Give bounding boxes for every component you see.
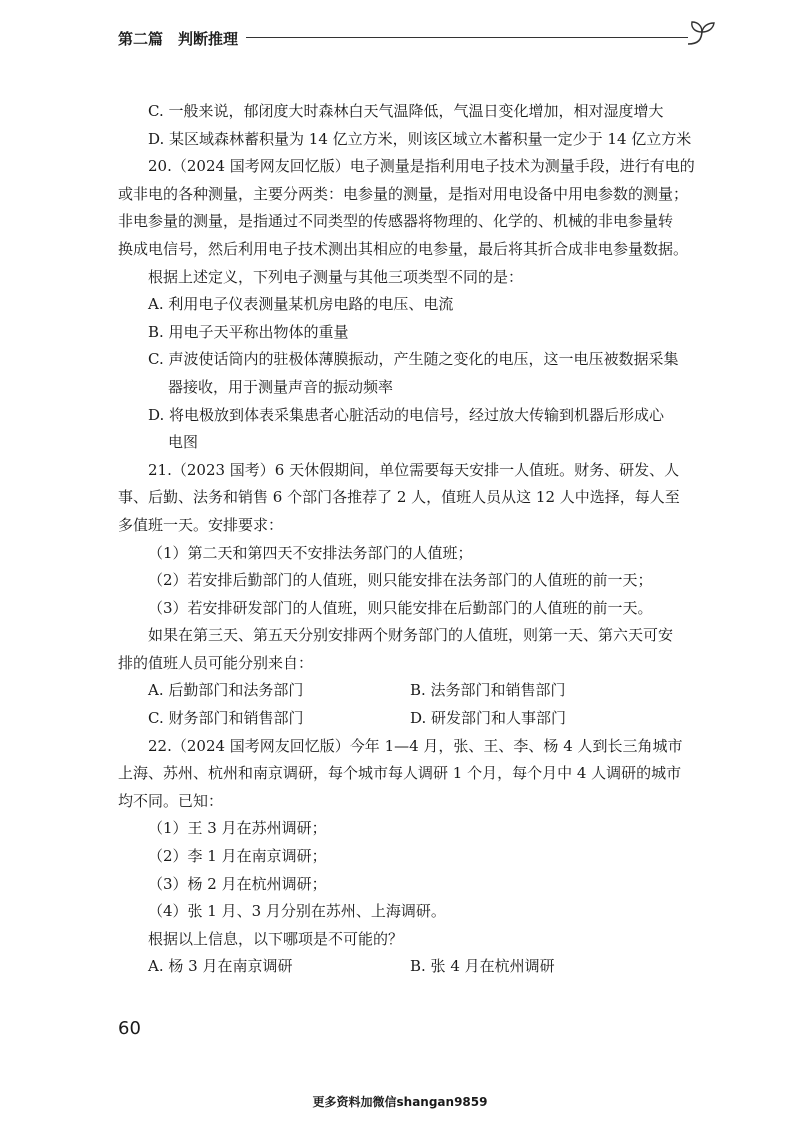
- text-line: 事、后勤、法务和销售 6 个部门各推荐了 2 人，值班人员从这 12 人中选择，每人至: [118, 488, 680, 507]
- text-line: 换成电信号，然后利用电子技术测出其相应的电参量，最后将其折合成非电参量数据。: [118, 239, 689, 258]
- running-header: [118, 26, 708, 50]
- text-line: （3）杨 2 月在杭州调研；: [148, 874, 327, 893]
- text-line: （1）王 3 月在苏州调研；: [148, 819, 327, 838]
- page-body: [118, 98, 716, 981]
- text-line: （3）若安排研发部门的人值班，则只能安排在后勤部门的人值班的前一天。: [148, 598, 653, 617]
- option-text: C. 财务部门和销售部门: [148, 709, 304, 728]
- text-line: 21.（2023 国考）6 天休假期间，单位需要每天安排一人值班。财务、研发、人: [148, 460, 680, 479]
- sprout-icon: [684, 20, 718, 50]
- option-row: [118, 705, 716, 733]
- text-line: 均不同。已知：: [118, 791, 224, 810]
- text-line: （2）李 1 月在南京调研；: [148, 847, 327, 866]
- text-line: （2）若安排后勤部门的人值班，则只能安排在法务部门的人值班的前一天；: [148, 571, 653, 590]
- option-text: D. 研发部门和人事部门: [410, 709, 567, 728]
- footer-note: 更多资料加微信shangan9859: [312, 1095, 488, 1109]
- option-row: [118, 677, 716, 705]
- text-line: C. 一般来说，郁闭度大时森林白天气温降低，气温日变化增加，相对湿度增大: [148, 102, 664, 120]
- option-text: B. 法务部门和销售部门: [410, 681, 566, 700]
- text-line: D. 将电极放到体表采集患者心脏活动的电信号，经过放大传输到机器后形成心: [148, 405, 665, 424]
- text-line: 非电参量的测量，是指通过不同类型的传感器将物理的、化学的、机械的非电参量转: [118, 212, 674, 231]
- text-line: 根据上述定义，下列电子测量与其他三项类型不同的是：: [148, 267, 524, 286]
- text-line: 器接收，用于测量声音的振动频率: [168, 377, 394, 396]
- option-row: [118, 953, 716, 981]
- text-line: C. 声波使话筒内的驻极体薄膜振动，产生随之变化的电压，这一电压被数据采集: [148, 350, 679, 369]
- option-text: B. 张 4 月在杭州调研: [410, 957, 555, 976]
- option-text: A. 后勤部门和法务部门: [148, 681, 304, 700]
- text-line: 排的值班人员可能分别来自：: [118, 653, 314, 672]
- option-text: A. 杨 3 月在南京调研: [148, 957, 293, 976]
- text-line: B. 用电子天平称出物体的重量: [148, 322, 349, 341]
- text-line: D. 某区域森林蓄积量为 14 亿立方米，则该区域立木蓄积量一定少于 14 亿立方米: [148, 129, 692, 148]
- text-line: 如果在第三天、第五天分别安排两个财务部门的人值班，则第一天、第六天可安: [148, 626, 674, 645]
- text-line: 或非电的各种测量，主要分两类：电参量的测量，是指对用电设备中用电参数的测量；: [118, 184, 689, 203]
- page-number: 60: [118, 1018, 141, 1039]
- text-line: 多值班一天。安排要求：: [118, 515, 284, 534]
- text-line: A. 利用电子仪表测量某机房电路的电压、电流: [148, 295, 454, 314]
- text-line: 根据以上信息，以下哪项是不可能的？: [148, 929, 404, 948]
- text-line: 20.（2024 国考网友回忆版）电子测量是指利用电子技术为测量手段，进行有电的: [148, 157, 695, 176]
- section-title: 第二篇 判断推理: [118, 28, 246, 49]
- text-line: 22.（2024 国考网友回忆版）今年 1—4 月，张、王、李、杨 4 人到长三角城市: [148, 736, 683, 755]
- text-line: 电图: [168, 433, 199, 452]
- text-line: （1）第二天和第四天不安排法务部门的人值班；: [148, 543, 473, 562]
- text-line: （4）张 1 月、3 月分别在苏州、上海调研。: [148, 902, 446, 921]
- text-line: 上海、苏州、杭州和南京调研，每个城市每人调研 1 个月，每个月中 4 人调研的城市: [118, 764, 682, 783]
